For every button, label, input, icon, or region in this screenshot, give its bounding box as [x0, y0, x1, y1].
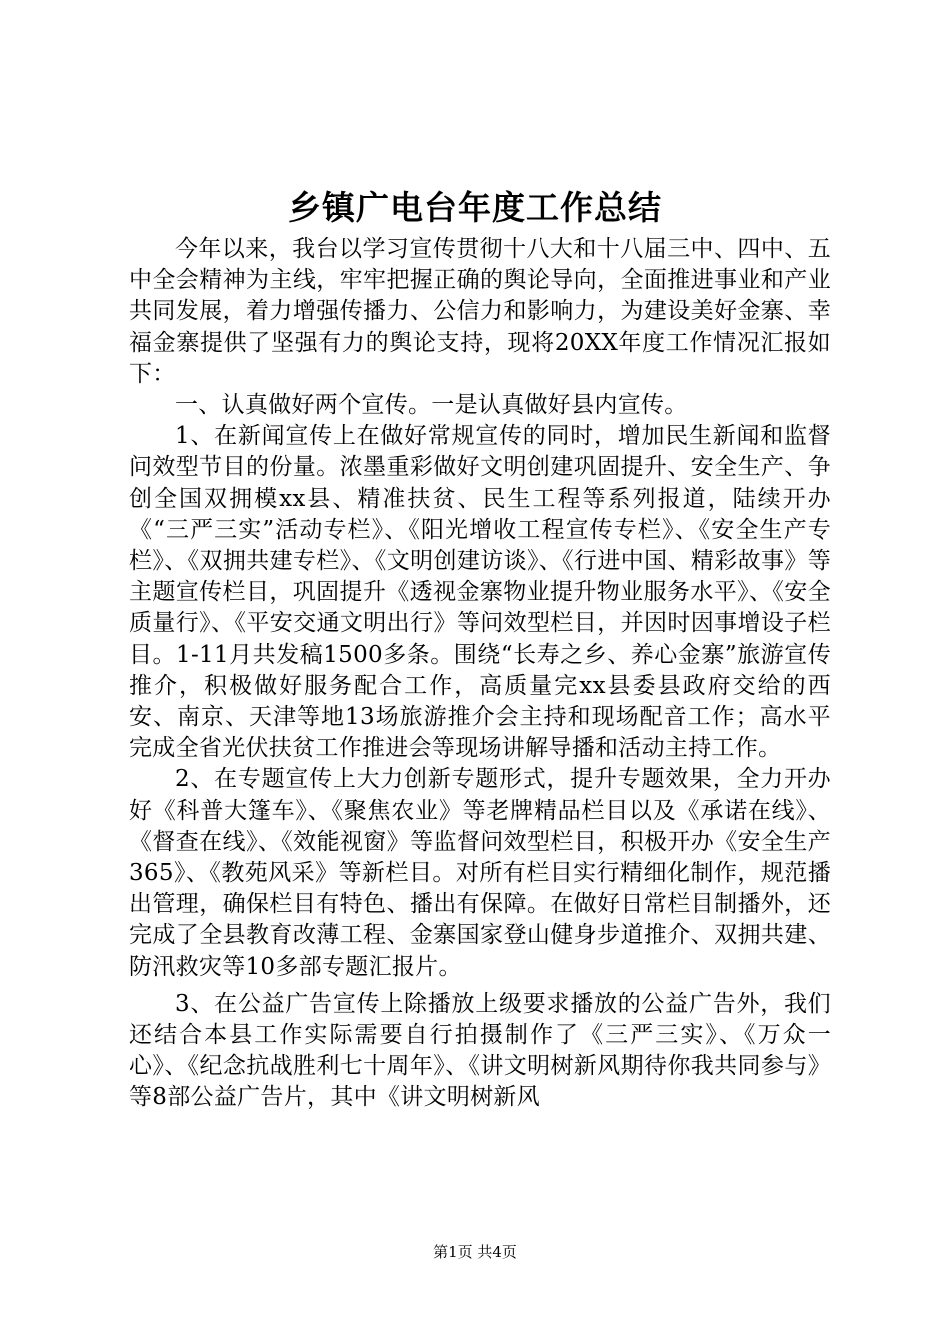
- page-number-footer: 第1页 共4页: [433, 1243, 517, 1261]
- paragraph-section-1-heading: 一、认真做好两个宣传。一是认真做好县内宣传。: [175, 392, 688, 419]
- paragraph-special-topic-publicity: 2、在专题宣传上大力创新专题形式，提升专题效果，全力开办好《科普大篷车》、《聚焦农业》等老牌精品栏目以及《承诺在线》、《督查在线》、《效能视窗》等监督问效型栏目，积极开办《安全生产365》、《教苑风采》等新栏目。对所有栏目实行精细化制作，规范播出管理，确保栏目有特色、播出有保障。在做好日常栏目制播外，还完成了全县教育改薄工程、金寨国家登山健身步道推介、双拥共建、防汛救灾等10多部专题汇报片。: [129, 766, 831, 980]
- paragraph-intro: 今年以来，我台以学习宣传贯彻十八大和十八届三中、四中、五中全会精神为主线，牢牢把握正确的舆论导向，全面推进事业和产业共同发展，着力增强传播力、公信力和影响力，为建设美好金寨、幸福金寨提供了坚强有力的舆论支持，现将20XX年度工作情况汇报如下：: [129, 236, 831, 387]
- paragraph-news-publicity: 1、在新闻宣传上在做好常规宣传的同时，增加民生新闻和监督问效型节目的份量。浓墨重彩做好文明创建巩固提升、安全生产、争创全国双拥模xx县、精准扶贫、民生工程等系列报道，陆续开办《“三严三实”活动专栏》、《阳光增收工程宣传专栏》、《安全生产专栏》、《双拥共建专栏》、《文明创建访谈》、《行进中国、精彩故事》等主题宣传栏目，巩固提升《透视金寨物业提升物业服务水平》、《安全质量行》、《平安交通文明出行》等问效型栏目，并因时因事增设子栏目。1-11月共发稿1500多条。围绕“长寿之乡、养心金寨”旅游宣传推介，积极做好服务配合工作，高质量完xx县委县政府交给的西安、南京、天津等地13场旅游推介会主持和现场配音工作；高水平完成全省光伏扶贫工作推进会等现场讲解导播和活动主持工作。: [129, 423, 831, 762]
- document-body: [129, 234, 831, 1114]
- paragraph-public-service-ads: 3、在公益广告宣传上除播放上级要求播放的公益广告外，我们还结合本县工作实际需要自行拍摄制作了《三严三实》、《万众一心》、《纪念抗战胜利七十周年》、《讲文明树新风期待你我共同参与》等8部公益广告片，其中《讲文明树新风: [129, 990, 831, 1111]
- document-title: 乡镇广电台年度工作总结: [288, 188, 662, 227]
